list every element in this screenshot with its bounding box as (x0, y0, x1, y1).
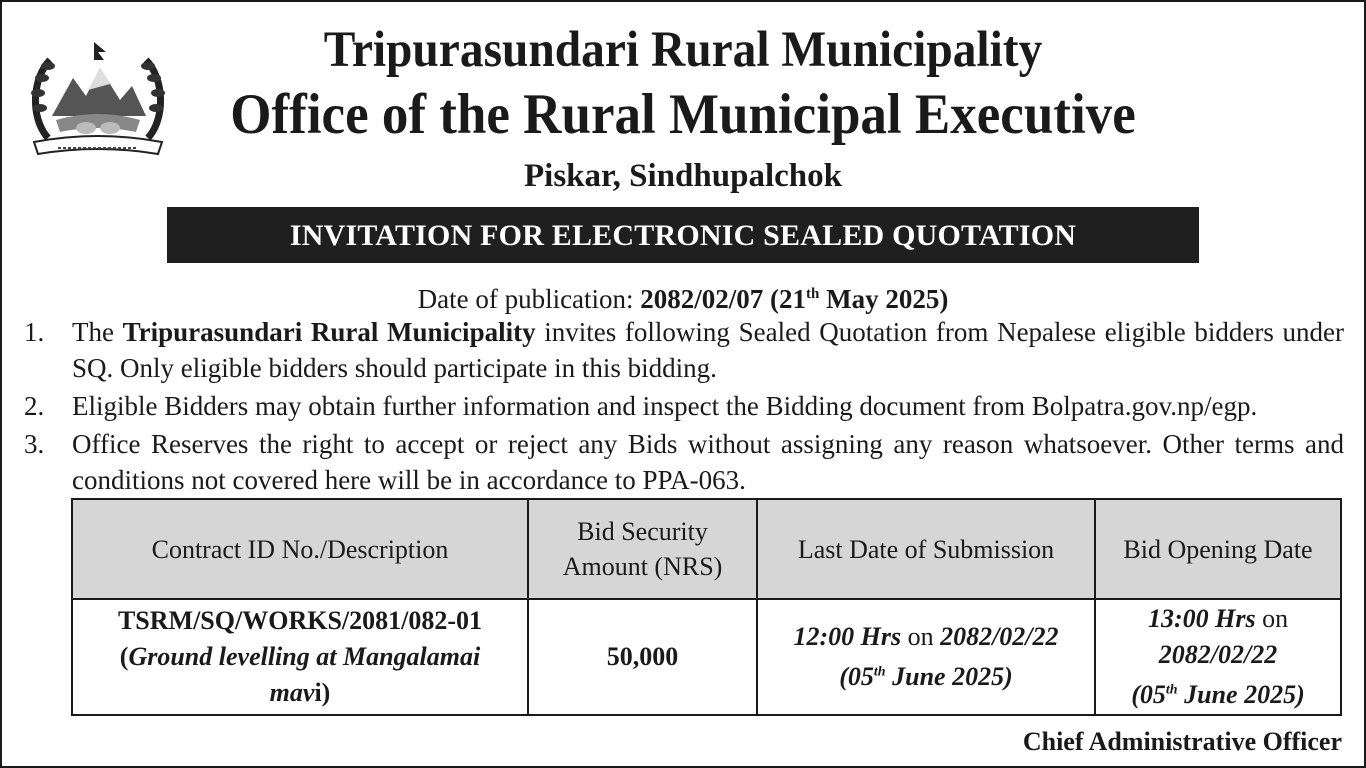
table-header-row (72, 499, 1341, 599)
list-item (24, 314, 1344, 386)
cell-contract: TSRM/SQ/WORKS/2081/082-01 (Ground levelling at Mangalamai mavi) (72, 599, 528, 715)
location-subtitle: Piskar, Sindhupalchok (524, 158, 842, 194)
point-number: 3. (24, 429, 45, 459)
cell-amount: 50,000 (528, 599, 757, 715)
notice-banner: INVITATION FOR ELECTRONIC SEALED QUOTATION (167, 207, 1199, 263)
signature: Chief Administrative Officer (1022, 727, 1342, 756)
list-item (24, 426, 1344, 498)
point-number: 2. (24, 391, 45, 421)
municipality-title: Tripurasundari Rural Municipality (323, 22, 1043, 78)
bid-table (71, 498, 1342, 716)
header-opening-date: Bid Opening Date (1095, 499, 1341, 599)
point-text: Eligible Bidders may obtain further information and inspect the Bidding document from Bolpatra.gov.np/egp. (72, 391, 1258, 421)
point-text: The Tripurasundari Rural Municipality invites following Sealed Quotation from Nepalese eligible bidders under SQ. Only eligible bidders should participate in this bidding. (72, 317, 1344, 383)
publication-date (0, 278, 1366, 315)
publication-date-value: 2082/02/07 (21th May 2025) (640, 284, 949, 314)
notice-points (24, 314, 1344, 500)
cell-opening-date: 13:00 Hrs on 2082/02/22 (05th June 2025) (1095, 599, 1341, 715)
publication-label: Date of publication: (417, 284, 634, 314)
point-number: 1. (24, 317, 45, 347)
header-bid-security: Bid Security Amount (NRS) (528, 499, 757, 599)
list-item (24, 388, 1344, 424)
cell-last-date: 12:00 Hrs on 2082/02/22 (05th June 2025) (757, 599, 1095, 715)
point-text: Office Reserves the right to accept or reject any Bids without assigning any reason whatsoever. Other terms and conditions not covered here will be in accordance to PPA-063. (72, 429, 1344, 495)
office-title: Office of the Rural Municipal Executive (230, 83, 1136, 146)
header-contract: Contract ID No./Description (72, 499, 528, 599)
header-last-date: Last Date of Submission (757, 499, 1095, 599)
table-row (72, 599, 1341, 715)
